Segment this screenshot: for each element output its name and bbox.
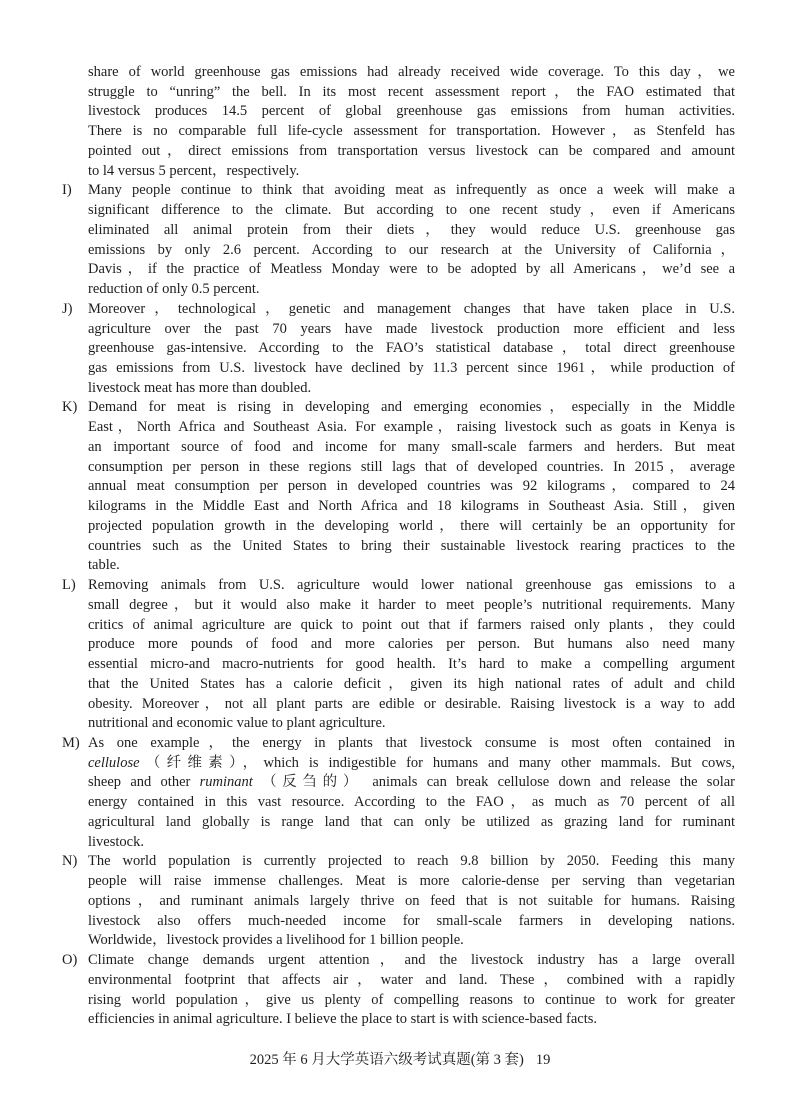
text-line: energy contained in this vast resource. According to the FAO，as much as 70 percent of all xyxy=(88,794,735,811)
text-line: There is no comparable full life-cycle assessment for transportation. However，as Stenfeld has xyxy=(88,123,735,140)
text-line: table. xyxy=(88,557,120,574)
text-line: agricultural land globally is range land that can only be utilized as grazing land for ruminant xyxy=(88,813,735,830)
text-line: consumption per person in these regions still lags that of developed countries. In 2015，average xyxy=(88,458,735,475)
text-line: that the United States has a calorie deficit，given its high national rates of adult and child xyxy=(88,675,735,692)
paragraph-label: I) xyxy=(62,182,72,199)
text-line: kilograms in the Middle East and North Africa and 18 kilograms in Southeast Asia. Still，given xyxy=(88,498,735,515)
text-line: agriculture over the past 70 years have made livestock production more efficient and less xyxy=(88,320,735,337)
text-segment: sheep and other xyxy=(88,774,200,791)
paragraph-o xyxy=(62,951,735,1030)
paragraph-continued xyxy=(62,63,735,181)
text-line: options，and ruminant animals largely thrive on feed that is not suitable for humans. Raising xyxy=(88,892,735,909)
italic-term: ruminant xyxy=(199,774,253,791)
text-line: countries such as the United States to bring their sustainable livestock rearing practices to the xyxy=(88,537,735,554)
paragraph-i xyxy=(62,181,735,299)
paragraph-n xyxy=(62,852,735,951)
text-line: an important source of food and income for many small-scale farmers and herders. But meat xyxy=(88,438,735,455)
paragraph-l xyxy=(62,576,735,734)
text-line: As one example，the energy in plants that livestock consume is most often contained in xyxy=(88,734,735,751)
text-line: livestock meat has more than doubled. xyxy=(88,379,312,396)
page-footer xyxy=(0,1050,800,1070)
text-line: East，North Africa and Southeast Asia. For example，raising livestock such as goats in Kenya is xyxy=(88,419,735,436)
text-line: people will raise immense challenges. Meat is more calorie-dense per serving than vegetarian xyxy=(88,873,735,890)
text-line: livestock. xyxy=(88,833,144,850)
text-line: greenhouse gas-intensive. According to the FAO’s statistical database，total direct greenhouse xyxy=(88,340,735,357)
text-segment: （纤维素），which is indigestible for humans and many other mammals. But cows, xyxy=(139,754,735,771)
text-line: livestock produces 14.5 percent of global greenhouse gas emissions from human activities. xyxy=(88,103,735,120)
text-line: Climate change demands urgent attention，and the livestock industry has a large overall xyxy=(88,952,735,969)
text-line: critics of animal agriculture are quick to point out that if farmers raised only plants，they could xyxy=(88,616,735,633)
text-line: efficiencies in animal agriculture. I believe the place to start is with science-based facts. xyxy=(88,1011,598,1028)
text-line: The world population is currently projected to reach 9.8 billion by 2050. Feeding this many xyxy=(88,853,735,870)
paragraph-label: M) xyxy=(62,734,80,751)
paragraph-label: K) xyxy=(62,399,78,416)
text-segment: （反刍的） animals can break cellulose down and release the solar xyxy=(252,774,735,791)
document-body xyxy=(62,63,735,1030)
text-line: environmental footprint that affects air，water and land. These，combined with a rapidly xyxy=(88,971,735,988)
text-line: produce more pounds of food and more calories per person. But humans also need many xyxy=(88,636,735,653)
paragraph-label: N) xyxy=(62,853,78,870)
text-line: Davis，if the practice of Meatless Monday were to be adopted by all Americans，we’d see a xyxy=(88,261,735,278)
text-line: reduction of only 0.5 percent. xyxy=(88,281,260,298)
text-line xyxy=(88,754,735,774)
text-line: to l4 versus 5 percent，respectively. xyxy=(88,162,300,179)
italic-term: cellulose xyxy=(88,754,140,771)
text-line: livestock also offers much-needed income for small-scale farmers in developing nations. xyxy=(88,912,735,929)
footer-title: 2025 年 6 月大学英语六级考试真题(第 3 套) xyxy=(249,1052,524,1068)
text-line: essential micro-and macro-nutrients for good health. It’s hard to make a compelling argument xyxy=(88,656,735,673)
text-line: Removing animals from U.S. agriculture would lower national greenhouse gas emissions to a xyxy=(88,577,735,594)
text-line: small degree，but it would also make it harder to meet people’s nutritional requirements. Many xyxy=(88,596,735,613)
text-line: obesity. Moreover，not all plant parts are edible or desirable. Raising livestock is a way to add xyxy=(88,695,735,712)
text-line: emissions by only 2.6 percent. According to our research at the University of California， xyxy=(88,241,735,258)
text-line: Moreover，technological，genetic and management changes that have taken place in U.S. xyxy=(88,300,735,317)
text-line: significant difference to the climate. But according to one recent study，even if Americans xyxy=(88,202,735,219)
paragraph-label: L) xyxy=(62,577,76,594)
text-line: Many people continue to think that avoiding meat as infrequently as once a week will make a xyxy=(88,182,735,199)
text-line: Worldwide，livestock provides a livelihood for 1 billion people. xyxy=(88,932,464,949)
text-line: share of world greenhouse gas emissions had already received wide coverage. To this day，we xyxy=(88,64,735,80)
text-line xyxy=(88,773,735,793)
page-number: 19 xyxy=(535,1052,551,1068)
text-line: annual meat consumption per person in developed countries was 92 kilograms，compared to 24 xyxy=(88,478,735,495)
text-line: rising world population，give us plenty of compelling reasons to continue to work for greater xyxy=(88,991,735,1008)
text-line: nutritional and economic value to plant agriculture. xyxy=(88,715,386,732)
text-line: projected population growth in the developing world，there will certainly be an opportunity for xyxy=(88,517,735,534)
paragraph-label: O) xyxy=(62,952,78,969)
text-line: gas emissions from U.S. livestock have declined by 11.3 percent since 1961，while production of xyxy=(88,360,735,377)
text-line: struggle to “unring” the bell. In its most recent assessment report，the FAO estimated that xyxy=(88,83,735,100)
paragraph-k xyxy=(62,398,735,576)
paragraph-m xyxy=(62,734,735,852)
paragraph-j xyxy=(62,300,735,399)
text-line: Demand for meat is rising in developing and emerging economies，especially in the Middle xyxy=(88,399,735,416)
text-line: eliminated all animal protein from their diets，they would reduce U.S. greenhouse gas xyxy=(88,221,735,238)
text-line: pointed out，direct emissions from transportation versus livestock can be compared and amount xyxy=(88,142,735,159)
paragraph-label: J) xyxy=(62,300,73,317)
